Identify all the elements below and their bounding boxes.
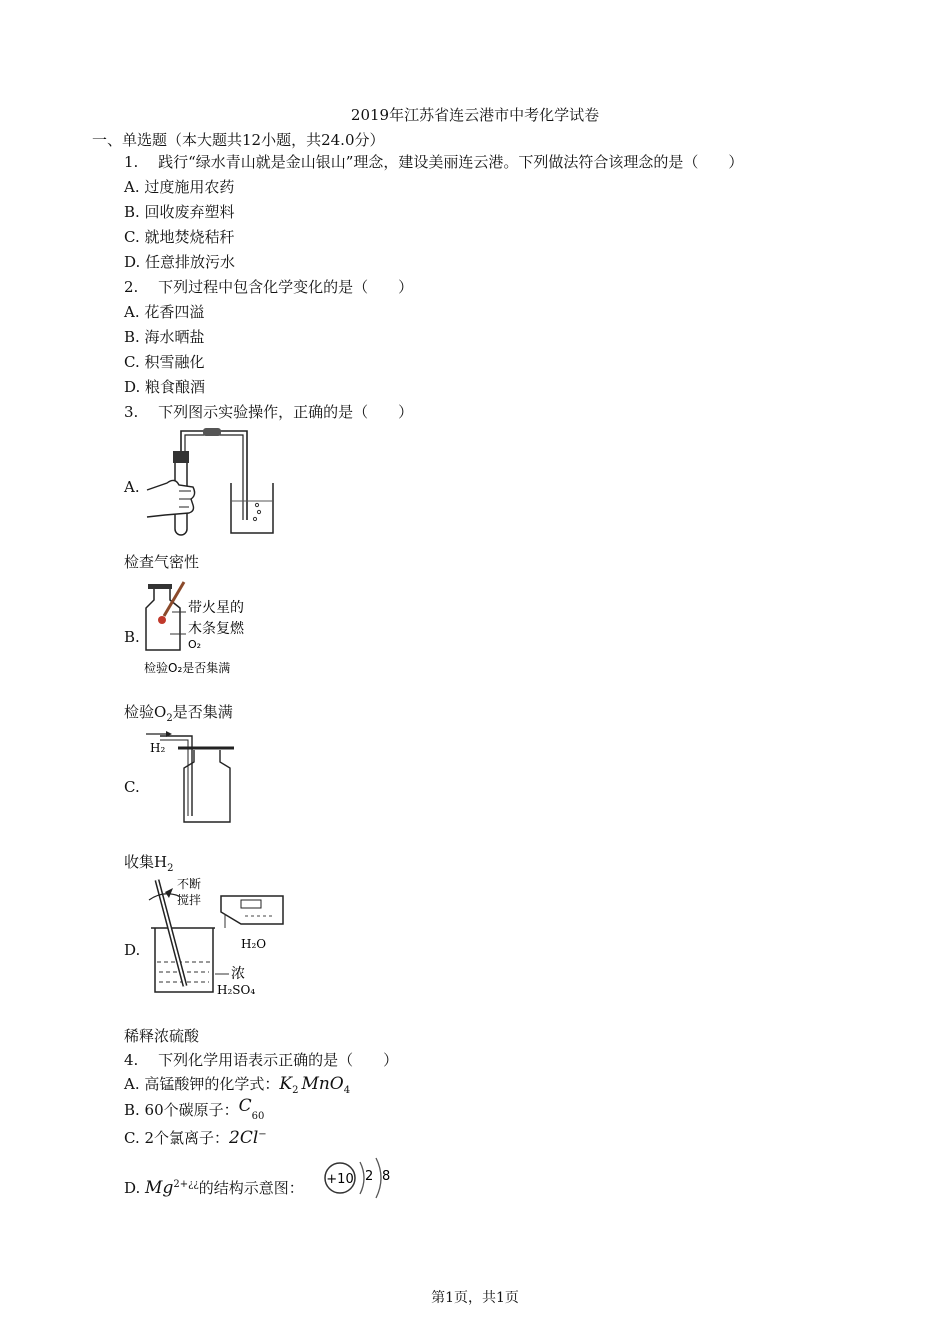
- question-3-option-b[interactable]: B.: [124, 628, 140, 646]
- section-heading: 一、单选题（本大题共12小题，共24.0分）: [92, 131, 385, 149]
- stir-label-1: 不断: [177, 877, 202, 891]
- question-3-option-c-caption: 收集$H_2$: [124, 853, 174, 874]
- nucleus-charge: +10: [326, 1172, 354, 1187]
- question-1-option-a[interactable]: A. 过度施用农药: [124, 178, 235, 196]
- question-2-option-a[interactable]: A. 花香四溢: [124, 303, 205, 321]
- oxygen-test-figure: [140, 578, 270, 680]
- question-4-option-d[interactable]: D. $Mg^{2+¿¿}$的结构示意图：: [124, 1178, 304, 1198]
- airtightness-check-figure: [145, 425, 275, 540]
- question-2-option-b[interactable]: B. 海水晒盐: [124, 328, 205, 346]
- page-footer: 第1页，共1页: [431, 1290, 519, 1306]
- question-3-option-c[interactable]: C.: [124, 778, 140, 796]
- oxygen-test-label-1: 带火星的: [188, 600, 244, 616]
- concentrated-label: 浓: [231, 966, 245, 982]
- question-1-option-b[interactable]: B. 回收废弃塑料: [124, 203, 235, 221]
- question-3-stem: 3. 下列图示实验操作，正确的是（ ）: [124, 403, 414, 421]
- atomic-structure-diagram: [320, 1156, 400, 1204]
- question-1-option-d[interactable]: D. 任意排放污水: [124, 253, 236, 271]
- oxygen-test-label-o2: O₂: [188, 638, 202, 651]
- oxygen-test-label-2: 木条复燃: [188, 621, 244, 637]
- electron-shell-1: 2: [365, 1169, 374, 1184]
- question-3-option-b-caption: 检验$O_2$是否集满: [124, 703, 233, 724]
- question-4-option-a[interactable]: A. 高锰酸钾的化学式：$K_2$ MnO$_4$: [124, 1074, 351, 1096]
- question-1-option-c[interactable]: C. 就地焚烧秸秆: [124, 228, 235, 246]
- question-3-option-a-caption: 检查气密性: [124, 553, 200, 571]
- question-3-option-a[interactable]: A.: [124, 478, 140, 496]
- question-1-stem: 1. 践行“绿水青山就是金山银山”理念，建设美丽连云港。下列做法符合该理念的是（ ）: [124, 153, 744, 171]
- acid-dilution-figure: [145, 874, 295, 998]
- oxygen-test-figure-caption: 检验O₂是否集满: [144, 661, 231, 675]
- water-label: H₂O: [241, 937, 267, 951]
- sulfuric-acid-label: H₂SO₄: [217, 983, 256, 997]
- question-2-option-c[interactable]: C. 积雪融化: [124, 353, 205, 371]
- question-2-stem: 2. 下列过程中包含化学变化的是（ ）: [124, 278, 414, 296]
- question-4-stem: 4. 下列化学用语表示正确的是（ ）: [124, 1051, 399, 1069]
- hydrogen-label: H₂: [150, 741, 166, 755]
- stir-label-2: 搅拌: [177, 893, 202, 907]
- question-2-option-d[interactable]: D. 粮食酿酒: [124, 378, 206, 396]
- hydrogen-collection-figure: [142, 728, 242, 824]
- page-title: 2019年江苏省连云港市中考化学试卷: [350, 106, 600, 124]
- question-3-option-d[interactable]: D.: [124, 941, 141, 959]
- question-4-option-b[interactable]: B. 60个碳原子：$C_{60}$: [124, 1096, 265, 1122]
- question-4-option-c[interactable]: C. 2个氯离子：2Cl−: [124, 1128, 267, 1148]
- electron-shell-2: 8: [382, 1169, 391, 1184]
- question-3-option-d-caption: 稀释浓硫酸: [124, 1027, 200, 1045]
